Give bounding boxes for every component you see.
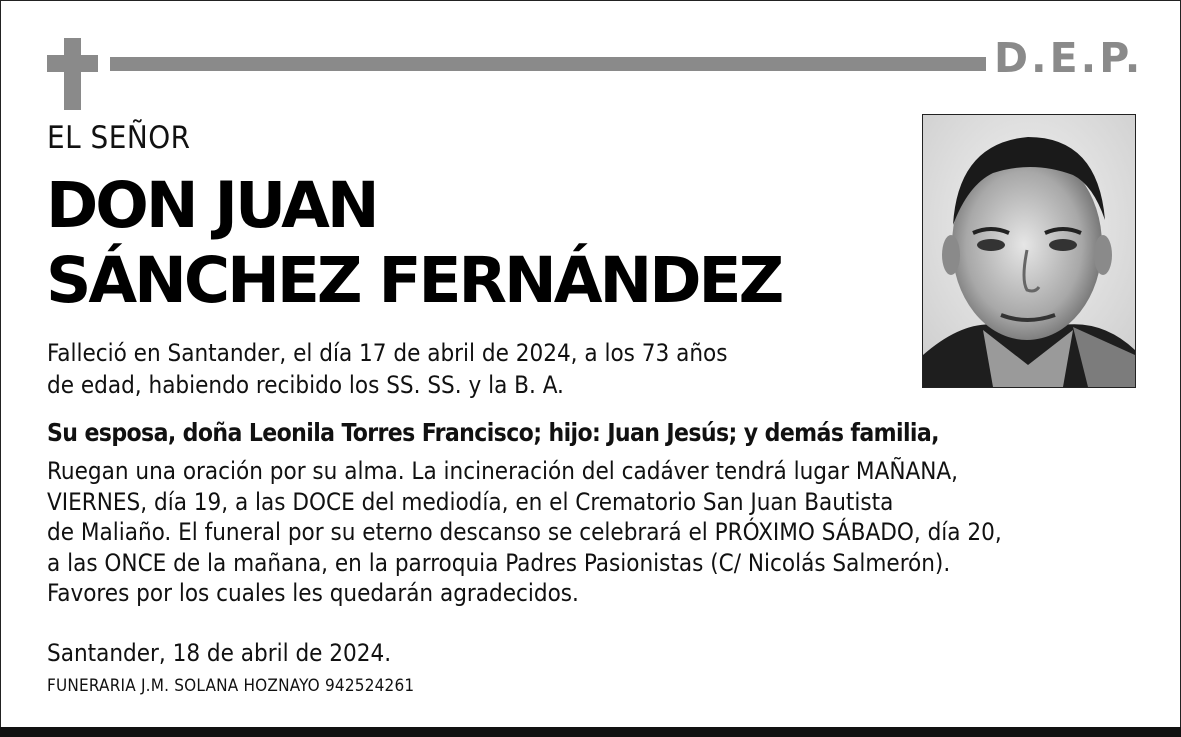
death-announcement [47, 337, 907, 401]
family-mourners: Su esposa, doña Leonila Torres Francisco; hijo: Juan Jesús; y demás familia, [47, 418, 939, 447]
arrangements-line-1: Ruegan una oración por su alma. La incineración del cadáver tendrá lugar MAÑANA, [47, 457, 959, 485]
header-rule [110, 57, 986, 71]
death-line-2: de edad, habiendo recibido los SS. SS. y la B. A. [47, 371, 564, 399]
arrangements-line-4: a las ONCE de la mañana, en la parroquia Padres Pasionistas (C/ Nicolás Salmerón). [47, 548, 951, 577]
cross-icon-horizontal [47, 55, 98, 72]
arrangements-line-2: VIERNES, día 19, a las DOCE del mediodía, en el Crematorio San Juan Bautista [47, 487, 894, 516]
arrangements-line-5: Favores por los cuales les quedarán agradecidos. [47, 579, 579, 607]
dep-label: D.E.P. [994, 34, 1144, 82]
name-line-2: SÁNCHEZ FERNÁNDEZ [46, 244, 782, 317]
deceased-name [46, 168, 781, 318]
place-date: Santander, 18 de abril de 2024. [47, 639, 392, 667]
name-line-1: DON JUAN [46, 169, 377, 242]
bottom-border [0, 727, 1181, 737]
funeral-home: FUNERARIA J.M. SOLANA HOZNAYO 942524261 [47, 676, 415, 696]
honorific: EL SEÑOR [47, 120, 191, 156]
death-line-1: Falleció en Santander, el día 17 de abril de 2024, a los 73 años [47, 339, 728, 367]
arrangements-line-3: de Maliaño. El funeral por su eterno descanso se celebrará el PRÓXIMO SÁBADO, día 20, [47, 518, 1002, 546]
cross-icon-vertical [64, 38, 81, 110]
arrangements [47, 456, 1157, 609]
portrait-photo [922, 114, 1136, 388]
